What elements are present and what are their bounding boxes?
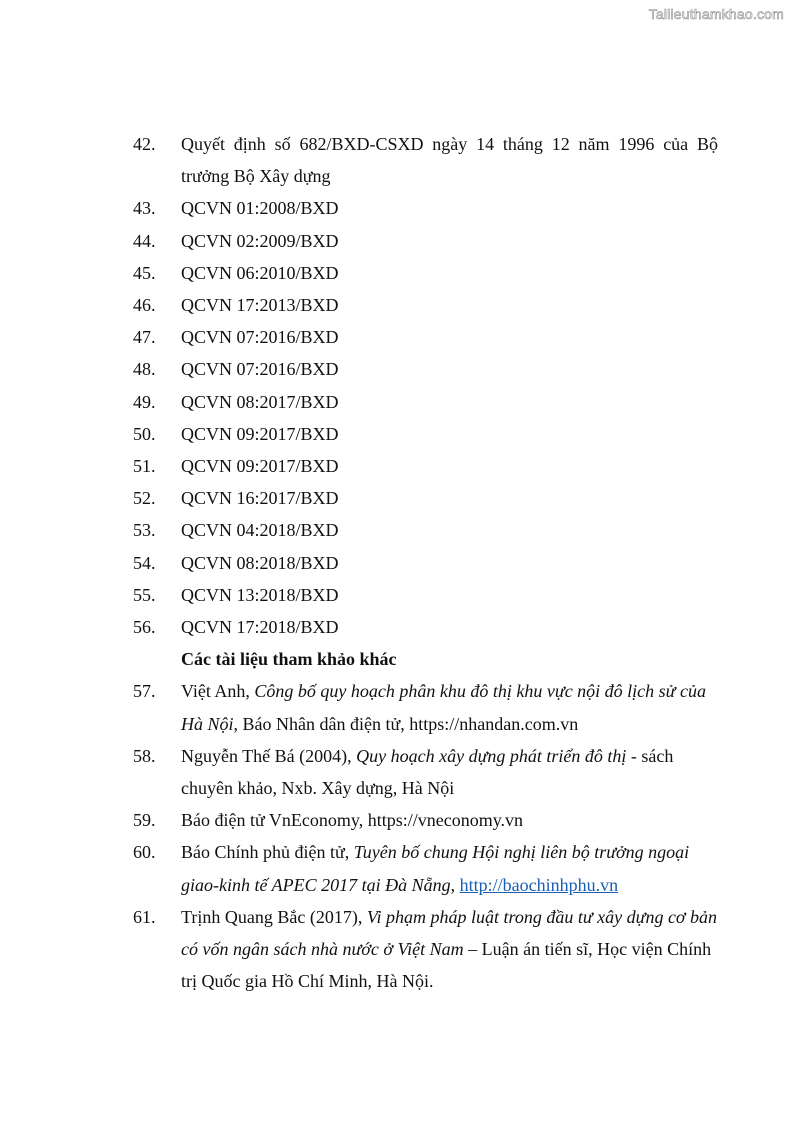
reference-item	[0, 547, 794, 579]
reference-text: Báo điện tử VnEconomy, https://vneconomy.vn	[181, 810, 524, 831]
reference-number: 54.	[133, 552, 156, 573]
source: , Báo Nhân dân điện tử, https://nhandan.com.vn	[233, 713, 579, 734]
reference-item	[0, 579, 794, 611]
author: Báo Chính phủ điện tử,	[181, 842, 354, 863]
reference-item	[0, 192, 794, 224]
reference-text: Quyết định số 682/BXD-CSXD ngày 14 tháng 12 năm 1996 của Bộ trưởng Bộ Xây dựng	[181, 134, 718, 187]
reference-number: 47.	[133, 327, 156, 348]
reference-text: QCVN 02:2009/BXD	[181, 230, 339, 251]
reference-text	[181, 901, 718, 998]
reference-item	[0, 353, 794, 385]
reference-text: QCVN 06:2010/BXD	[181, 262, 339, 283]
reference-item	[0, 450, 794, 482]
reference-item	[0, 611, 794, 643]
reference-text: QCVN 09:2017/BXD	[181, 423, 339, 444]
separator: ,	[450, 874, 460, 895]
reference-text	[181, 740, 718, 804]
author: Nguyễn Thế Bá (2004),	[181, 745, 357, 766]
reference-number: 53.	[133, 520, 156, 541]
reference-text: QCVN 01:2008/BXD	[181, 198, 339, 219]
reference-number: 59.	[133, 810, 156, 831]
reference-text: QCVN 07:2016/BXD	[181, 359, 339, 380]
reference-text: QCVN 08:2018/BXD	[181, 552, 339, 573]
watermark: Tailieuthamkhao.com	[648, 6, 784, 22]
reference-number: 52.	[133, 488, 156, 509]
reference-number: 49.	[133, 391, 156, 412]
reference-item	[0, 740, 794, 804]
reference-number: 45.	[133, 262, 156, 283]
reference-item	[0, 225, 794, 257]
reference-number: 57.	[133, 681, 156, 702]
reference-number: 61.	[133, 906, 156, 927]
reference-item	[0, 386, 794, 418]
source: – Luận án tiến sĩ, Học viện Chính trị Quốc gia Hồ Chí Minh, Hà Nội.	[181, 939, 712, 992]
reference-number: 51.	[133, 456, 156, 477]
reference-number: 58.	[133, 745, 156, 766]
reference-item	[0, 514, 794, 546]
source: - sách chuyên khảo, Nxb. Xây dựng, Hà Nội	[181, 745, 674, 799]
source-link[interactable]: http://baochinhphu.vn	[459, 874, 619, 895]
work-title: Công bố quy hoạch phân khu đô thị khu vực nội đô lịch sử của Hà Nội	[181, 681, 706, 734]
work-title: Tuyên bố chung Hội nghị liên bộ trưởng ngoại giao-kinh tế APEC 2017 tại Đà Nẵng	[181, 842, 690, 895]
reference-number: 44.	[133, 230, 156, 251]
reference-number: 48.	[133, 359, 156, 380]
reference-text: QCVN 04:2018/BXD	[181, 520, 339, 541]
reference-text: QCVN 09:2017/BXD	[181, 456, 339, 477]
reference-number: 55.	[133, 584, 156, 605]
work-title: Vi phạm pháp luật trong đầu tư xây dựng cơ bản có vốn ngân sách nhà nước ở Việt Nam	[181, 906, 718, 960]
reference-item	[0, 836, 794, 900]
reference-text: QCVN 17:2013/BXD	[181, 295, 339, 316]
author: Việt Anh,	[181, 681, 255, 702]
author: Trịnh Quang Bắc (2017),	[181, 906, 367, 927]
reference-text: QCVN 08:2017/BXD	[181, 391, 339, 412]
reference-item	[0, 128, 794, 192]
reference-text	[181, 836, 718, 900]
reference-text: QCVN 07:2016/BXD	[181, 327, 339, 348]
reference-number: 43.	[133, 198, 156, 219]
reference-number: 42.	[133, 134, 156, 154]
reference-text: QCVN 13:2018/BXD	[181, 584, 339, 605]
reference-item	[0, 901, 794, 998]
work-title: Quy hoạch xây dựng phát triển đô thị	[356, 745, 627, 766]
reference-number: 46.	[133, 295, 156, 316]
reference-item	[0, 321, 794, 353]
reference-item	[0, 289, 794, 321]
reference-number: 56.	[133, 617, 156, 638]
reference-item	[0, 675, 794, 739]
section-heading: Các tài liệu tham khảo khác	[181, 649, 397, 670]
reference-item	[0, 804, 794, 836]
reference-list	[0, 128, 794, 997]
reference-text: QCVN 16:2017/BXD	[181, 488, 339, 509]
reference-item	[0, 257, 794, 289]
reference-text: QCVN 17:2018/BXD	[181, 617, 339, 638]
reference-number: 60.	[133, 842, 156, 863]
reference-number: 50.	[133, 423, 156, 444]
reference-text	[181, 675, 718, 739]
reference-item	[0, 482, 794, 514]
reference-item	[0, 418, 794, 450]
